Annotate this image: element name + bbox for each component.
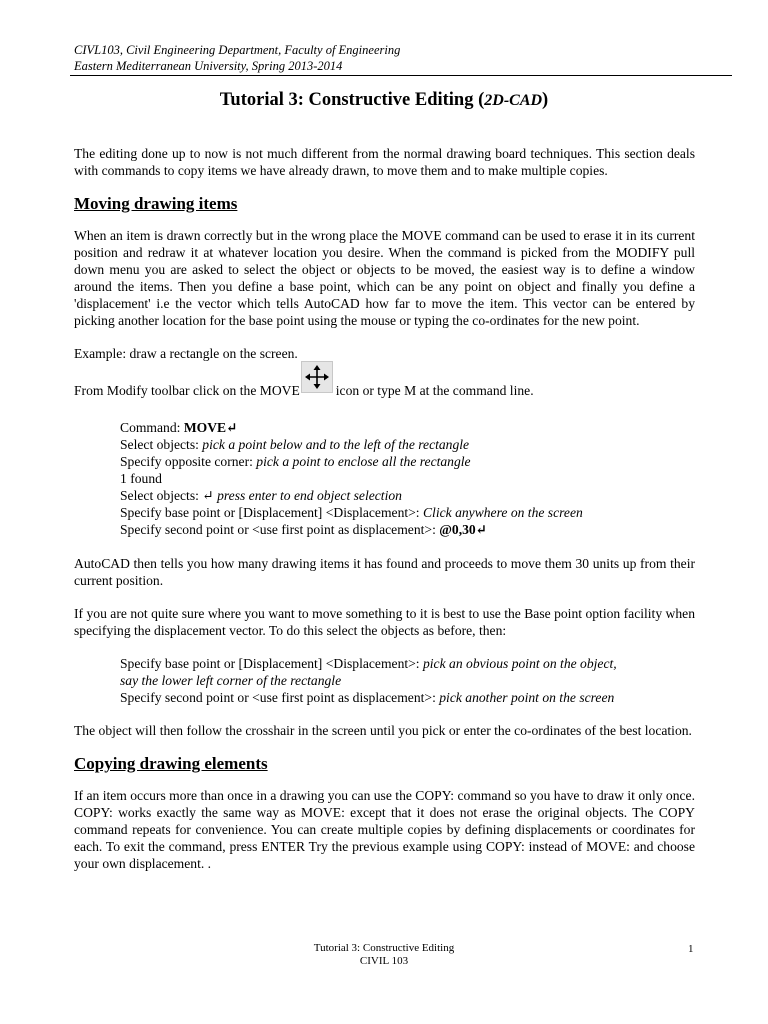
page-number: 1 [688, 943, 694, 955]
toolbar-text-before: From Modify toolbar click on the MOVE [74, 383, 300, 398]
command-line-1: Command: MOVE↵ [120, 420, 238, 435]
move-icon [301, 361, 333, 393]
footer-line-1: Tutorial 3: Constructive Editing [313, 942, 455, 954]
command-line-3: Specify opposite corner: pick a point to enclose all the rectangle [120, 454, 471, 469]
command-line-5: Select objects: ↵ press enter to end object selection [120, 488, 402, 503]
header-line-2: Eastern Mediterranean University, Spring 2013-2014 [74, 59, 343, 73]
toolbar-text-after: icon or type M at the command line. [335, 383, 534, 398]
page-header [74, 42, 400, 74]
paragraph-base-point: If you are not quite sure where you want to move something to it is best to use the Base point option facility when specifying the displacement vector. To do this select the objects as before, then: [74, 606, 695, 638]
paragraph-crosshair: The object will then follow the crosshair in the screen until you pick or enter the co-ordinates of the best location. [74, 723, 692, 738]
command2-line-1: Specify base point or [Displacement] <Displacement>: pick an obvious point on the object, [120, 656, 617, 671]
section-heading-moving: Moving drawing items [74, 194, 238, 213]
paragraph-found-items: AutoCAD then tells you how many drawing items it has found and proceeds to move them 30 units up from their current position. [74, 556, 695, 588]
example-line: Example: draw a rectangle on the screen. [74, 346, 298, 361]
intro-paragraph: The editing done up to now is not much different from the normal drawing board techniques. This section deals with commands to copy items we have already drawn, to move them and to make multiple copies. [74, 146, 695, 178]
command-line-6: Specify base point or [Displacement] <Displacement>: Click anywhere on the screen [120, 505, 583, 520]
header-line-1: CIVL103, Civil Engineering Department, Faculty of Engineering [74, 43, 401, 57]
section-heading-copying: Copying drawing elements [74, 754, 268, 773]
copying-paragraph: If an item occurs more than once in a drawing you can use the COPY: command so you have to draw it only once. COPY: works exactly the same way as MOVE: except that it does not erase the original objects. The COPY command repeats for convenience. You can create multiple copies by defining displacements or coordinates for each. To exit the command, press ENTER Try the previous example using COPY: instead of MOVE: and choose your own displacement. . [74, 788, 695, 871]
base-point-command-sequence [120, 655, 695, 706]
document-body [74, 145, 695, 872]
title-sub: 2D-CAD [484, 92, 543, 109]
command2-line-2: say the lower left corner of the rectangle [120, 673, 342, 688]
command-line-2: Select objects: pick a point below and to the left of the rectangle [120, 437, 470, 452]
move-command-sequence [120, 419, 695, 538]
command2-line-3: Specify second point or <use first point as displacement>: pick another point on the screen [120, 690, 615, 705]
toolbar-instruction [74, 371, 695, 403]
moving-paragraph: When an item is drawn correctly but in the wrong place the MOVE command can be used to erase it in its current position and redraw it at whatever location you desire. When the command is picked from the MODIFY pull down menu you are asked to select the object or objects to be moved, the easiest way is to define a window around the items. Then you define a base point, which can be any point on object and finally you define a 'displacement' i.e the vector which tells AutoCAD how far to move the item. This vector can be entered by picking another location for the base point using the mouse or typing the co-ordinates for the new point. [74, 228, 695, 328]
page-title [0, 90, 768, 111]
header-rule [70, 75, 732, 76]
title-close: ) [542, 90, 549, 110]
footer-line-2: CIVIL 103 [359, 955, 409, 967]
page-footer [0, 942, 768, 968]
command-line-7: Specify second point or <use first point as displacement>: @0,30↵ [120, 522, 488, 537]
title-main: Tutorial 3: Constructive Editing ( [219, 90, 485, 110]
command-line-4: 1 found [120, 471, 162, 486]
